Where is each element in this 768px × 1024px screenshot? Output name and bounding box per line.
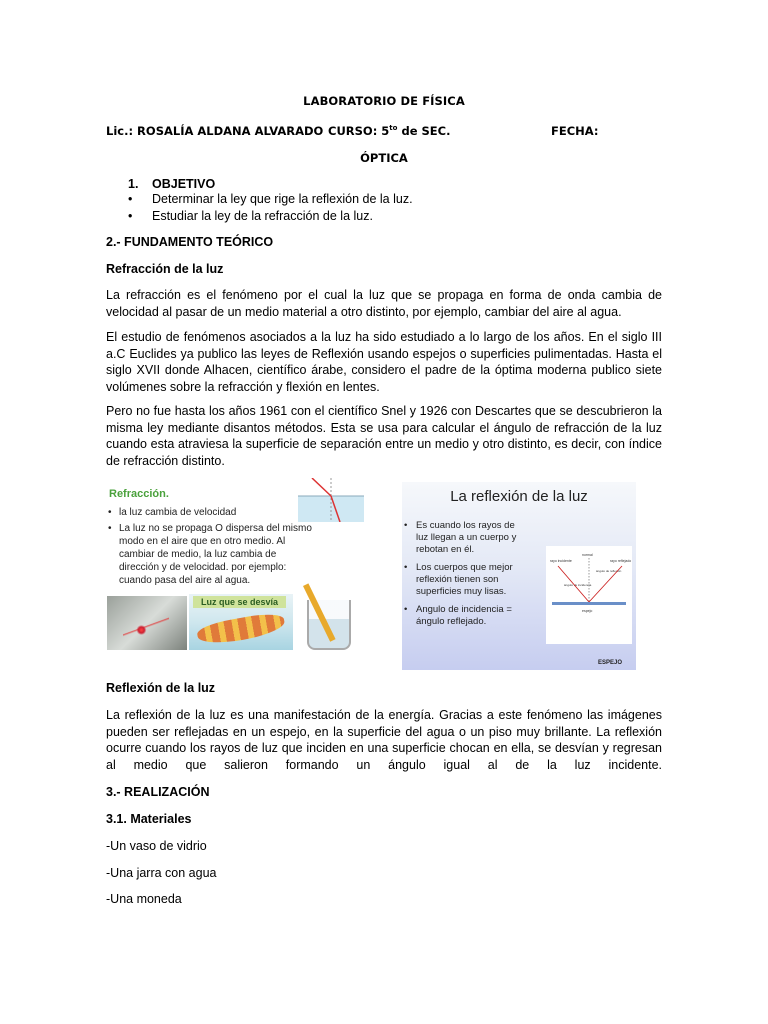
course-label: CURSO: $5^{to}$ de SEC. — [328, 124, 451, 138]
refraccion-heading: Refracción de la luz — [106, 262, 224, 276]
paragraph-reflexion: La reflexión de la luz es una manifestación de la energía. Gracias a este fenómeno las imágenes pueden ser reflejadas en un espejo, en la superficie del agua o un piso muy brillante. La reflexión ocurre cuando los rayos de luz que inciden en una superficie chocan en ella, se desvían y regresan al medio que salieron formando un ángulo igual al de la luz incidente. — [106, 708, 662, 772]
slide-title: La reflexión de la luz — [450, 488, 588, 505]
slide-bullet: • Angulo de incidencia = ángulo reflejado. — [404, 604, 512, 627]
realizacion-heading: 3.- REALIZACIÓN — [106, 785, 210, 799]
materiales-heading: 3.1. Materiales — [106, 812, 192, 826]
paragraph-historia: El estudio de fenómenos asociados a la luz ha sido estudiado a lo largo de los años. En el siglo III a.C Euclides ya publico las leyes de Reflexión usando espejos o superficies pulimentadas. Hasta el siglo XVII donde Alhacen, científico árabe, considero el padre de la óptima moderna publico siete volúmenes sobre la refracción y flexión en lentes. — [106, 330, 662, 394]
svg-text:ángulo de reflexión: ángulo de reflexión — [596, 569, 622, 573]
objetivo-list — [128, 191, 413, 225]
reflection-slide-image — [402, 482, 636, 670]
list-item: • Estudiar la ley de la refracción de la luz. — [128, 208, 413, 225]
laser-photo — [107, 596, 187, 650]
glass-pencil-illustration — [297, 590, 357, 650]
fundamento-heading: 2.- FUNDAMENTO TEÓRICO — [106, 235, 274, 249]
svg-text:rayo incidente: rayo incidente — [550, 559, 572, 563]
slide-bullet: • Los cuerpos que mejor reflexión tienen son superficies muy lisas. — [404, 562, 513, 597]
svg-text:ángulo de incidencia: ángulo de incidencia — [564, 583, 592, 587]
paragraph-snel: Pero no fue hasta los años 1961 con el científico Snel y 1926 con Descartes que se descubrieron la misma ley mediante disantos métodos. Esta se usa para calcular el ángulo de refracción de la luz cuando esta atraviesa la superficie de separación entre un medio y otro distinto, es decir, con índice de refracción distinto. — [106, 404, 662, 468]
reflexion-heading: Reflexión de la luz — [106, 681, 216, 695]
slide-bullet: • la luz cambia de velocidad — [108, 507, 237, 518]
refraction-slide-image — [104, 478, 388, 652]
list-item: • Determinar la ley que rige la reflexión de la luz. — [128, 191, 413, 208]
document-title: LABORATORIO DE FÍSICA — [303, 94, 465, 108]
svg-text:normal: normal — [582, 553, 593, 557]
list-item: -Una moneda — [106, 892, 182, 906]
svg-text:rayo reflejado: rayo reflejado — [610, 559, 632, 563]
reflection-diagram-icon — [546, 546, 632, 644]
paragraph-refraccion: La refracción es el fenómeno por el cual la luz que se propaga en forma de onda cambia de velocidad al pasar de un medio material a otro distinto, por ejemplo, cambiar del aire al agua. — [106, 288, 662, 319]
boat-illustration: Luz que se desvía — [189, 594, 293, 650]
svg-text:espejo: espejo — [582, 609, 593, 613]
list-item: -Un vaso de vidrio — [106, 839, 207, 853]
slide-bullet: • Es cuando los rayos de luz llegan a un cuerpo y rebotan en él. — [404, 520, 517, 555]
slide-bullet: • La luz no se propaga O dispersa del mismo modo en el aire que en otro medio. Al cambiar de medio, la luz cambia de dirección y de velocidad. por ejemplo: cuando pasa del aire al agua. — [108, 523, 312, 586]
teacher-name: Lic.: ROSALÍA ALDANA ALVARADO — [106, 124, 324, 138]
document-subtitle: ÓPTICA — [360, 151, 408, 165]
list-item: -Una jarra con agua — [106, 866, 217, 880]
slide-title: Refracción. — [109, 488, 169, 500]
date-label: FECHA: — [551, 124, 599, 138]
slide-footer: ESPEJO — [597, 660, 622, 666]
document-page: LABORATORIO DE FÍSICA Lic.: ROSALÍA ALDANA ALVARADO CURSO: $5^{to}$ de SEC. FECHA: ÓPTICA 1. OBJETIVO • Determinar la ley que rige la reflexión de la luz. • Estudiar la ley de la refracción de la luz. 2.- FUNDAMENTO TEÓRICO Refracción de la luz La refracción es el fenómeno por el cual la luz que se propaga en forma de onda cambia de velocidad al pasar de un medio material a otro distinto, por ejemplo, cambiar del aire al agua. El estudio de fenómenos asociados a la luz ha sido estudiado a lo largo de los años. En el siglo III a.C Euclides ya publico las leyes de Reflexión usando espejos o superficies pulimentadas. Hasta el siglo XVII donde Alhacen, científico árabe, considero el padre de la óptima moderna publico siete volúmenes sobre la refracción y flexión en lentes. Pero no fue hasta los años 1961 con el científico Snel y 1926 con Descartes que se descubrieron la misma ley mediante disantos métodos. Esta se usa para calcular el ángulo de refracción de la luz cuando esta atraviesa la superficie de separación entre un medio y otro distinto, es decir, con índice de refracción distinto. Refracción. • la luz cambia de velocidad • La luz no se propaga O dispersa del mismo modo en el aire que en otro medio. Al cambiar de medio, la luz cambia de dirección y de velocidad. por ejemplo: cuando pasa del aire al agua. Luz que se desvía La reflexión de la luz • Es cuando los rayos de luz llegan a un cuerpo y rebotan en él. • Los cuerpos que mejor reflexión tienen son superficies muy lisas. • Angulo de incidencia = ángulo reflejado. rayo incidente normal rayo reflejado ángulo de incidencia ángulo de reflexión espejo ESPEJO Reflexión de la luz La reflexión de la luz es una manifestación de la energía. Gracias a este fenómeno las imágenes pueden ser reflejadas en un espejo, en la superficie del agua o un piso muy brillante. La reflexión ocurre cuando los rayos de luz que inciden en una superficie chocan en ella, se desvían y regresan al medio que salieron formando un ángulo igual al de la luz incidente. 3.- REALIZACIÓN 3.1. Materiales -Un vaso de vidrio -Una jarra con agua -Una moneda — [0, 0, 768, 1024]
